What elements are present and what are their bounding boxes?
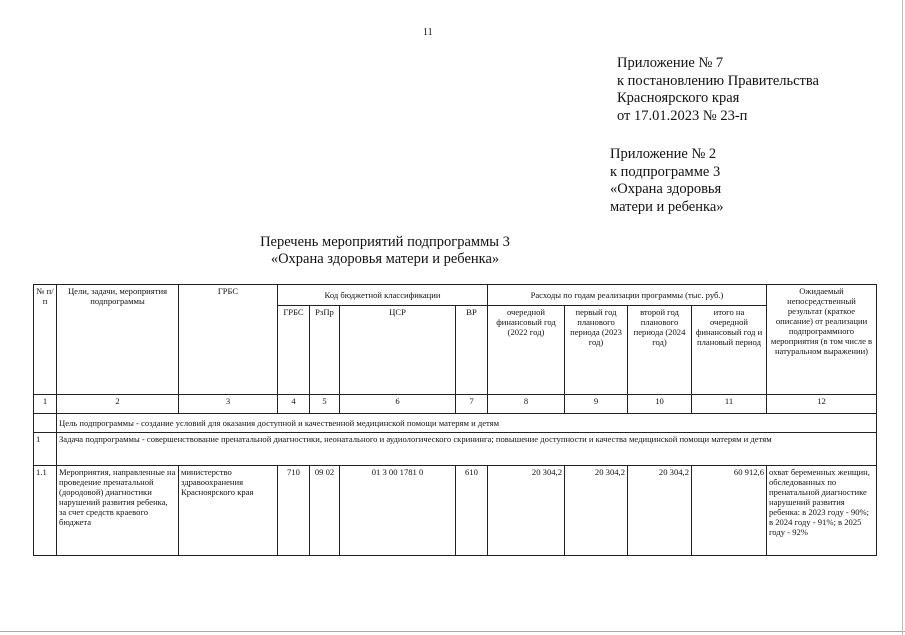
column-number-row bbox=[34, 395, 877, 414]
row-num: 1.1 bbox=[34, 466, 57, 556]
row-expense-2022: 20 304,2 bbox=[488, 466, 565, 556]
header-goals: Цели, задачи, мероприятия подпрограммы bbox=[57, 285, 179, 395]
page-bottom-edge bbox=[0, 631, 905, 632]
column-number: 12 bbox=[767, 395, 877, 414]
column-number: 3 bbox=[179, 395, 278, 414]
row-rzpr: 09 02 bbox=[310, 466, 340, 556]
row-expense-2024: 20 304,2 bbox=[628, 466, 692, 556]
column-number: 7 bbox=[456, 395, 488, 414]
row-expected-result: охват беременных женщин, обследованных по пренатальной диагностике нарушений развития ребенка: в 2023 году - 90%; в 2024 году - 91%; в 2025 году - 92% bbox=[767, 466, 877, 556]
goal-text: Цель подпрограммы - создание условий для оказания доступной и качественной медицинской помощи матерям и детям bbox=[57, 414, 877, 433]
header-expenses: Расходы по годам реализации программы (тыс. руб.) bbox=[488, 285, 767, 306]
header-csr: ЦСР bbox=[340, 306, 456, 395]
header-vr: ВР bbox=[456, 306, 488, 395]
row-grbs-name: министерство здравоохранения Красноярского края bbox=[179, 466, 278, 556]
header-expected-result: Ожидаемый непосредственный результат (краткое описание) от реализации подпрограммного мероприятия (в том числе в натуральном выражении) bbox=[767, 285, 877, 395]
row-vr: 610 bbox=[456, 466, 488, 556]
task-text: Задача подпрограммы - совершенствование пренатальной диагностики, неонатального и аудиологического скрининга; повышение доступности и качества медицинской помощи матерям и детям bbox=[57, 433, 877, 466]
column-number: 6 bbox=[340, 395, 456, 414]
column-number: 10 bbox=[628, 395, 692, 414]
appendix-2-block bbox=[610, 146, 724, 216]
appendix-7-line: Красноярского края bbox=[617, 90, 740, 106]
column-number: 4 bbox=[278, 395, 310, 414]
header-grbs-code: ГРБС bbox=[278, 306, 310, 395]
document-title bbox=[240, 234, 530, 268]
header-year-2024: второй год планового периода (2024 год) bbox=[628, 306, 692, 395]
row-grbs-code: 710 bbox=[278, 466, 310, 556]
appendix-7-line: от 17.01.2023 № 23-п bbox=[617, 107, 748, 124]
appendix-2-line: «Охрана здоровья bbox=[610, 181, 722, 197]
appendix-7-line: Приложение № 7 bbox=[617, 55, 724, 71]
title-line-2: «Охрана здоровья матери и ребенка» bbox=[270, 251, 500, 267]
row-measure-name: Мероприятия, направленные на проведение пренатальной (дородовой) диагностики нарушений развития ребенка, за счет средств краевого бюджета bbox=[57, 466, 179, 556]
appendix-7-line: к постановлению Правительства bbox=[617, 72, 819, 89]
row-expense-2023: 20 304,2 bbox=[565, 466, 628, 556]
row-csr: 01 3 00 1781 0 bbox=[340, 466, 456, 556]
header-num: № п/п bbox=[34, 285, 57, 395]
column-number: 9 bbox=[565, 395, 628, 414]
table-row bbox=[34, 466, 877, 556]
page-number: 11 bbox=[423, 27, 433, 38]
appendix-2-line: к подпрограмме 3 bbox=[610, 163, 721, 180]
header-grbs: ГРБС bbox=[179, 285, 278, 395]
header-year-2023: первый год планового периода (2023 год) bbox=[565, 306, 628, 395]
appendix-7-block bbox=[617, 55, 819, 125]
column-number: 1 bbox=[34, 395, 57, 414]
header-year-2022: очередной финансовый год (2022 год) bbox=[488, 306, 565, 395]
header-rzpr: РзПр bbox=[310, 306, 340, 395]
measures-table bbox=[33, 284, 877, 556]
column-number: 2 bbox=[57, 395, 179, 414]
task-num: 1 bbox=[34, 433, 57, 466]
task-row bbox=[34, 433, 877, 466]
header-total: итого на очередной финансовый год и плановый период bbox=[692, 306, 767, 395]
column-number: 8 bbox=[488, 395, 565, 414]
column-number: 11 bbox=[692, 395, 767, 414]
title-line-1: Перечень мероприятий подпрограммы 3 bbox=[260, 234, 510, 250]
goal-row bbox=[34, 414, 877, 433]
row-expense-total: 60 912,6 bbox=[692, 466, 767, 556]
header-budget-code: Код бюджетной классификации bbox=[278, 285, 488, 306]
column-number: 5 bbox=[310, 395, 340, 414]
appendix-2-line: матери и ребенка» bbox=[610, 198, 724, 215]
page-right-edge bbox=[902, 0, 903, 635]
appendix-2-line: Приложение № 2 bbox=[610, 146, 717, 162]
